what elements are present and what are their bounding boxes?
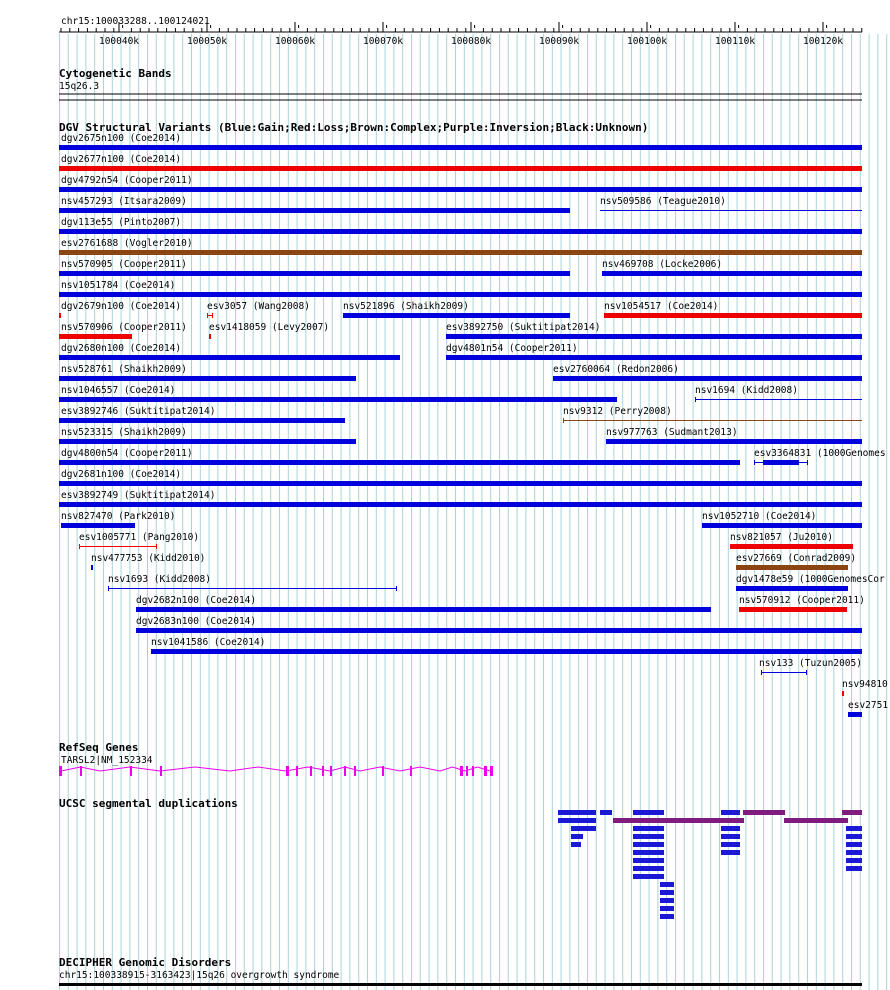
gene-intron-line xyxy=(61,767,490,771)
ruler-tick-label: 100120k xyxy=(802,36,844,47)
dgv-variant[interactable] xyxy=(59,175,862,192)
dgv-variant[interactable] xyxy=(151,637,862,654)
dgv-variant-bar[interactable] xyxy=(59,313,61,318)
segdup-feature[interactable] xyxy=(846,834,862,839)
dgv-variant[interactable] xyxy=(59,364,356,381)
dgv-variant-label: dgv2682n100 (Coe2014) xyxy=(136,595,257,606)
dgv-variant[interactable] xyxy=(59,406,345,423)
gene-exon xyxy=(466,766,468,776)
dgv-variant[interactable] xyxy=(736,574,885,591)
dgv-variant-bar[interactable] xyxy=(553,376,862,381)
segdup-feature[interactable] xyxy=(721,850,740,855)
segdup-feature[interactable] xyxy=(846,866,862,871)
dgv-variant[interactable] xyxy=(59,322,187,339)
segdup-feature[interactable] xyxy=(721,810,740,815)
dgv-variant-bar[interactable] xyxy=(763,460,799,465)
gene-exon xyxy=(410,766,412,776)
dgv-variant[interactable] xyxy=(739,595,865,612)
segdup-feature[interactable] xyxy=(660,914,674,919)
dgv-variant-bar[interactable] xyxy=(59,166,862,171)
dgv-variant[interactable] xyxy=(730,532,853,549)
dgv-variant-label: nsv469708 (Locke2006) xyxy=(602,259,723,270)
dgv-variant-label: nsv528761 (Shaikh2009) xyxy=(61,364,187,375)
dgv-variant[interactable] xyxy=(59,217,862,234)
gene-exon xyxy=(484,766,487,776)
dgv-variant[interactable] xyxy=(446,343,862,360)
gene-exon xyxy=(160,766,162,776)
dgv-variant[interactable] xyxy=(59,469,862,486)
dgv-variant[interactable] xyxy=(343,301,570,318)
dgv-variant-label: dgv2677n100 (Coe2014) xyxy=(61,154,182,165)
dgv-variant[interactable] xyxy=(754,448,886,465)
refseq-track[interactable] xyxy=(59,741,493,776)
dgv-variant[interactable] xyxy=(61,511,175,528)
dgv-variant[interactable] xyxy=(59,385,617,402)
dgv-variant-bar[interactable] xyxy=(59,481,862,486)
segdup-feature[interactable] xyxy=(613,818,744,823)
dgv-variant-bar[interactable] xyxy=(446,355,862,360)
dgv-variant-label: nsv1694 (Kidd2008) xyxy=(695,385,798,396)
dgv-variant-label: esv3057 (Wang2008) xyxy=(207,301,310,312)
dgv-variant-label: dgv2679n100 (Coe2014) xyxy=(61,301,182,312)
gene-exon xyxy=(460,766,463,776)
dgv-variant-bar[interactable] xyxy=(61,523,135,528)
dgv-variant-label: nsv133 (Tuzun2005) xyxy=(759,658,862,669)
dgv-variant-bar[interactable] xyxy=(606,439,862,444)
dgv-track-title: DGV Structural Variants (Blue:Gain;Red:Loss;Brown:Complex;Purple:Inversion;Black:Unknown) xyxy=(59,121,649,134)
dgv-variant-label: dgv2681n100 (Coe2014) xyxy=(61,469,182,480)
dgv-variant[interactable] xyxy=(842,679,888,696)
dgv-variant-label: nsv457293 (Itsara2009) xyxy=(61,196,187,207)
segdup-feature[interactable] xyxy=(846,826,862,831)
dgv-variant[interactable] xyxy=(604,301,862,318)
gene-model-tarsl2[interactable] xyxy=(59,766,493,776)
dgv-variant-bar[interactable] xyxy=(446,334,862,339)
decipher-feature-label: chr15:100338915-3163423|15q26 overgrowth syndrome xyxy=(59,970,340,981)
dgv-variant-label: nsv1693 (Kidd2008) xyxy=(108,574,211,585)
segdup-feature[interactable] xyxy=(660,906,674,911)
dgv-variant-label: nsv821057 (Ju2010) xyxy=(730,532,833,543)
dgv-variant[interactable] xyxy=(207,301,310,318)
segdup-feature[interactable] xyxy=(721,842,740,847)
ruler[interactable] xyxy=(59,16,862,47)
segdup-feature[interactable] xyxy=(721,834,740,839)
dgv-variant-label: nsv570906 (Cooper2011) xyxy=(61,322,187,333)
dgv-variant-bar[interactable] xyxy=(59,418,345,423)
dgv-variant-label: nsv521896 (Shaikh2009) xyxy=(343,301,469,312)
segdup-feature[interactable] xyxy=(633,858,664,863)
dgv-variant-bar[interactable] xyxy=(59,460,740,465)
segdup-track-title: UCSC segmental duplications xyxy=(59,797,238,810)
dgv-variant-bar[interactable] xyxy=(59,145,862,150)
dgv-variant-bar[interactable] xyxy=(702,523,862,528)
dgv-variant-bar[interactable] xyxy=(151,649,862,654)
dgv-variant[interactable] xyxy=(59,427,356,444)
decipher-track-title: DECIPHER Genomic Disorders xyxy=(59,956,232,969)
ruler-tick-label: 100110k xyxy=(714,36,756,47)
segdup-feature[interactable] xyxy=(558,810,596,815)
dgv-variant-label: nsv1054517 (Coe2014) xyxy=(604,301,719,312)
dgv-variant-label: esv3364831 (1000Genomes xyxy=(754,448,886,459)
dgv-variant-label: nsv9312 (Perry2008) xyxy=(563,406,672,417)
dgv-variant-label: nsv977763 (Sudmant2013) xyxy=(606,427,738,438)
ruler-tick-label: 100050k xyxy=(186,36,228,47)
dgv-variant-label: dgv2675n100 (Coe2014) xyxy=(61,133,182,144)
gene-exon xyxy=(354,766,356,776)
dgv-variant-bar[interactable] xyxy=(59,334,132,339)
segdup-feature[interactable] xyxy=(846,842,862,847)
ruler-tick-label: 100040k xyxy=(98,36,140,47)
dgv-variant-label: nsv477753 (Kidd2010) xyxy=(91,553,206,564)
segdup-feature[interactable] xyxy=(633,850,664,855)
gene-exon xyxy=(296,766,298,776)
segdup-feature[interactable] xyxy=(660,890,674,895)
dgv-variant-bar[interactable] xyxy=(59,187,862,192)
segdup-feature[interactable] xyxy=(633,826,664,831)
segdup-feature[interactable] xyxy=(571,842,581,847)
ruler-tick-label: 100070k xyxy=(362,36,404,47)
segdup-feature[interactable] xyxy=(660,882,674,887)
dgv-variant-label: nsv523315 (Shaikh2009) xyxy=(61,427,187,438)
dgv-variant[interactable] xyxy=(553,364,862,381)
refseq-track-title: RefSeq Genes xyxy=(59,741,139,754)
dgv-variant-label: nsv1052710 (Coe2014) xyxy=(702,511,817,522)
gene-exon xyxy=(344,766,346,776)
dgv-variant-bar[interactable] xyxy=(59,355,400,360)
cytoband-label: 15q26.3 xyxy=(59,81,100,92)
segdup-feature[interactable] xyxy=(846,858,862,863)
dgv-variant-label: esv27669 (Conrad2009) xyxy=(736,553,857,564)
segdup-feature[interactable] xyxy=(633,866,664,871)
ruler-tick-label: 100060k xyxy=(274,36,316,47)
dgv-variant-bar[interactable] xyxy=(59,271,570,276)
dgv-variant-bar[interactable] xyxy=(59,292,862,297)
dgv-variant[interactable] xyxy=(446,322,862,339)
dgv-variant-label: esv3892749 (Suktitipat2014) xyxy=(61,490,216,501)
gene-exon xyxy=(472,766,474,776)
dgv-variant-label: dgv113e55 (Pinto2007) xyxy=(61,217,182,228)
dgv-variant-bar[interactable] xyxy=(736,586,848,591)
dgv-variant-bar[interactable] xyxy=(848,712,862,717)
dgv-variant-label: nsv1051784 (Coe2014) xyxy=(61,280,176,291)
gene-label: TARSL2|NM_152334 xyxy=(61,755,153,766)
dgv-variant[interactable] xyxy=(563,406,862,423)
dgv-variant-label: esv2760064 (Redon2006) xyxy=(553,364,679,375)
dgv-variant[interactable] xyxy=(59,238,862,255)
dgv-variant-label: esv2751 xyxy=(848,700,889,711)
ruler-tick-label: 100080k xyxy=(450,36,492,47)
dgv-variant-bar[interactable] xyxy=(59,208,570,213)
dgv-variant-label: dgv4792n54 (Cooper2011) xyxy=(61,175,193,186)
dgv-variant-bar[interactable] xyxy=(136,628,862,633)
gene-exon xyxy=(130,766,132,776)
dgv-variant-bar[interactable] xyxy=(136,607,711,612)
dgv-variant-bar[interactable] xyxy=(59,502,862,507)
cytoband-track-title: Cytogenetic Bands xyxy=(59,67,172,80)
segdup-feature[interactable] xyxy=(743,810,785,815)
segdup-feature[interactable] xyxy=(721,826,740,831)
ruler-tick-label: 100100k xyxy=(626,36,668,47)
segdup-feature[interactable] xyxy=(846,850,862,855)
dgv-variant-bar[interactable] xyxy=(343,313,570,318)
dgv-variant-bar[interactable] xyxy=(730,544,853,549)
dgv-variant-label: nsv509586 (Teague2010) xyxy=(600,196,726,207)
gene-exon xyxy=(322,766,324,776)
dgv-variant[interactable] xyxy=(91,553,205,570)
segdup-feature[interactable] xyxy=(571,834,583,839)
dgv-variant-label: nsv570912 (Cooper2011) xyxy=(739,595,865,606)
dgv-variant-label: esv1418059 (Levy2007) xyxy=(209,322,330,333)
gene-exon xyxy=(80,766,82,776)
dgv-variant[interactable] xyxy=(602,259,862,276)
dgv-variant-label: nsv1041586 (Coe2014) xyxy=(151,637,266,648)
dgv-variant-label: nsv94810 xyxy=(842,679,888,690)
segdup-feature[interactable] xyxy=(633,842,664,847)
dgv-variant[interactable] xyxy=(59,280,862,297)
dgv-variant[interactable] xyxy=(59,448,740,465)
dgv-variant[interactable] xyxy=(736,553,856,570)
dgv-variant-bar[interactable] xyxy=(59,376,356,381)
dgv-variant[interactable] xyxy=(136,595,711,612)
dgv-variant-label: dgv2683n100 (Coe2014) xyxy=(136,616,257,627)
dgv-variant-bar[interactable] xyxy=(602,271,862,276)
decipher-feature-bar[interactable] xyxy=(59,983,862,986)
dgv-variant[interactable] xyxy=(59,154,862,171)
dgv-variant-label: dgv2680n100 (Coe2014) xyxy=(61,343,182,354)
dgv-variant[interactable] xyxy=(606,427,862,444)
dgv-variant-label: esv2761688 (Vogler2010) xyxy=(61,238,193,249)
position-label: chr15:100033288..100124021 xyxy=(61,16,210,27)
dgv-variant-label: nsv1046557 (Coe2014) xyxy=(61,385,176,396)
dgv-variant-bar[interactable] xyxy=(59,439,356,444)
dgv-variant[interactable] xyxy=(695,385,862,402)
segdup-feature[interactable] xyxy=(558,818,596,823)
dgv-variant-label: esv1005771 (Pang2010) xyxy=(79,532,200,543)
dgv-variant[interactable] xyxy=(59,343,400,360)
dgv-variant-bar[interactable] xyxy=(842,691,844,696)
decipher-track[interactable] xyxy=(59,956,862,986)
dgv-variant-label: esv3892746 (Suktitipat2014) xyxy=(61,406,216,417)
dgv-variant[interactable] xyxy=(848,700,888,717)
segdup-feature[interactable] xyxy=(842,810,862,815)
dgv-variant[interactable] xyxy=(59,490,862,507)
segdup-feature[interactable] xyxy=(633,810,664,815)
gene-exon xyxy=(310,766,312,776)
ruler-tick-label: 100090k xyxy=(538,36,580,47)
dgv-variant-bar[interactable] xyxy=(604,313,862,318)
dgv-variant-bar[interactable] xyxy=(91,565,93,570)
dgv-variant[interactable] xyxy=(759,658,862,675)
segdup-track[interactable] xyxy=(59,797,862,919)
dgv-variant-bar[interactable] xyxy=(59,250,862,255)
segdup-feature[interactable] xyxy=(660,898,674,903)
gene-exon xyxy=(490,766,493,776)
cytoband-track[interactable] xyxy=(59,67,862,100)
dgv-variant[interactable] xyxy=(108,574,397,591)
dgv-variant-label: nsv827470 (Park2010) xyxy=(61,511,176,522)
dgv-variant[interactable] xyxy=(59,133,862,150)
dgv-variant-label: dgv4801n54 (Cooper2011) xyxy=(446,343,578,354)
dgv-variant-label: nsv570905 (Cooper2011) xyxy=(61,259,187,270)
dgv-variant-bar[interactable] xyxy=(739,607,847,612)
gene-exon xyxy=(286,766,289,776)
dgv-variant[interactable] xyxy=(702,511,862,528)
dgv-variant[interactable] xyxy=(600,196,862,211)
dgv-variant-bar[interactable] xyxy=(59,397,617,402)
dgv-variant-bar[interactable] xyxy=(736,565,848,570)
segdup-feature[interactable] xyxy=(784,818,848,823)
gene-exon xyxy=(382,766,384,776)
segdup-feature[interactable] xyxy=(571,826,596,831)
gene-exon xyxy=(59,766,62,776)
dgv-variant-bar[interactable] xyxy=(59,229,862,234)
gene-exon xyxy=(330,766,332,776)
segdup-feature[interactable] xyxy=(600,810,612,815)
dgv-variant-bar[interactable] xyxy=(209,334,211,339)
dgv-variant[interactable] xyxy=(79,532,199,549)
dgv-variant-label: dgv4800n54 (Cooper2011) xyxy=(61,448,193,459)
segdup-feature[interactable] xyxy=(633,834,664,839)
dgv-variant-label: dgv1478e59 (1000GenomesCor xyxy=(736,574,885,585)
dgv-variant-label: esv3892750 (Suktitipat2014) xyxy=(446,322,601,333)
segdup-feature[interactable] xyxy=(633,874,664,879)
